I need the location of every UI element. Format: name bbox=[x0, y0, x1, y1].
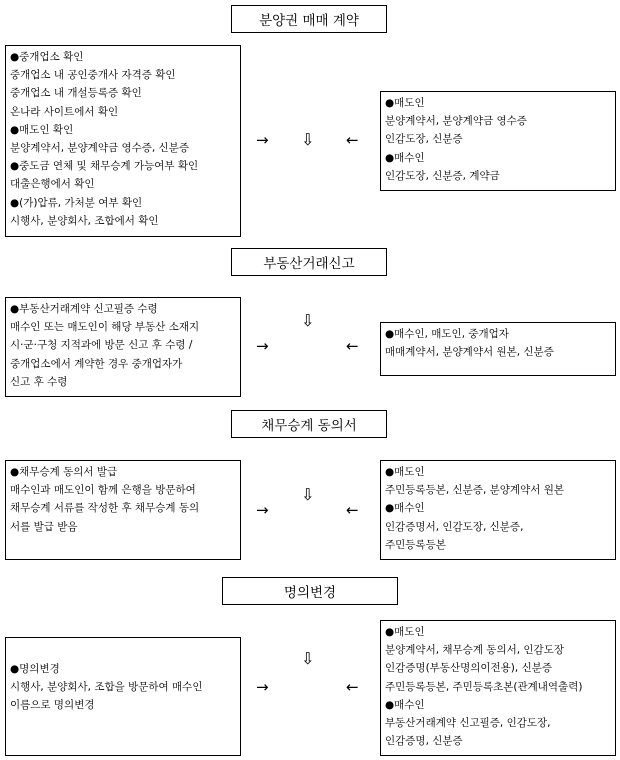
text-line: 분양계약서, 분양계약금 영수증, 신분증 bbox=[10, 142, 189, 155]
text-line: 중개업소에서 계약한 경우 중개업자가 bbox=[10, 357, 183, 370]
text-line: 주민등록등본, 주민등록초본(관계내역출력) bbox=[385, 680, 583, 693]
text-line: 분양계약서, 분양계약금 영수증 bbox=[385, 115, 527, 128]
step-1-left-arrow: ← bbox=[346, 131, 359, 149]
text-line: ●매수인 bbox=[385, 151, 425, 164]
step-4-left-arrow: ← bbox=[346, 678, 359, 696]
text-line: 인감증명서, 인감도장, 신분증, bbox=[385, 520, 524, 533]
step-1-documents-panel bbox=[380, 91, 616, 191]
step-3-right-arrow: → bbox=[256, 501, 269, 519]
text-line: ●매수인, 매도인, 중개업자 bbox=[385, 328, 509, 340]
text-line: 이름으로 명의변경 bbox=[10, 699, 95, 712]
text-line: ●매수인 bbox=[385, 698, 425, 711]
step-1-down-arrow: ⇩ bbox=[301, 130, 315, 149]
text-line: 채무승계 서류를 작성한 후 채무승계 동의 bbox=[10, 502, 200, 515]
text-line: 시·군·구청 지적과에 방문 신고 후 수령 / bbox=[10, 339, 193, 352]
step-4-right-arrow: → bbox=[256, 678, 269, 696]
step-4-title bbox=[222, 577, 398, 605]
step-2-down-arrow: ⇩ bbox=[301, 311, 315, 330]
text-line: 매수인과 매도인이 함께 은행을 방문하여 bbox=[10, 484, 196, 497]
text-line: 인감도장, 신분증, 계약금 bbox=[385, 169, 500, 182]
step-1-title bbox=[231, 5, 387, 33]
step-2-title bbox=[231, 248, 387, 276]
step-3-left-arrow: ← bbox=[346, 501, 359, 519]
text-line: 신고 후 수령 bbox=[10, 375, 68, 388]
step-4-requirements-panel bbox=[5, 637, 241, 756]
text-line: ●(가)압류, 가처분 여부 확인 bbox=[10, 196, 143, 209]
step-2-documents-panel bbox=[380, 322, 616, 376]
step-2-left-arrow: ← bbox=[346, 337, 359, 355]
step-2-right-arrow: → bbox=[256, 337, 269, 355]
step-2-requirements-panel bbox=[5, 297, 241, 397]
text-line: ●중도금 연체 및 채무승계 가능여부 확인 bbox=[10, 160, 199, 173]
step-3-title-text: 채무승계 동의서 bbox=[261, 418, 357, 434]
text-line: 매매계약서, 분양계약서 원본, 신분증 bbox=[385, 346, 554, 359]
text-line: ●부동산거래계약 신고필증 수령 bbox=[10, 303, 158, 315]
step-4-title-text: 명의변경 bbox=[283, 585, 337, 601]
text-line: 부동산거래계약 신고필증, 인감도장, bbox=[385, 717, 551, 730]
step-3-requirements-panel bbox=[5, 460, 241, 560]
text-line: ●매도인 확인 bbox=[10, 123, 74, 136]
step-1-right-arrow: → bbox=[256, 131, 269, 149]
text-line: 주민등록등본 bbox=[385, 538, 446, 551]
step-2-title-text: 부동산거래신고 bbox=[263, 256, 355, 272]
step-4-down-arrow: ⇩ bbox=[301, 649, 315, 668]
text-line: ●채무승계 동의서 발급 bbox=[10, 466, 118, 478]
text-line: 서를 발급 받음 bbox=[10, 520, 78, 533]
text-line: ●명의변경 bbox=[10, 663, 60, 675]
text-line: 인감증명, 신분증 bbox=[385, 735, 463, 748]
text-line: 인감도장, 신분증 bbox=[385, 133, 463, 146]
text-line: 매수인 또는 매도인이 해당 부동산 소재지 bbox=[10, 321, 200, 334]
text-line: 온나라 사이트에서 확인 bbox=[10, 105, 119, 118]
text-line: 인감증명(부동산명의이전용), 신분증 bbox=[385, 662, 553, 675]
text-line: 분양계약서, 채무승계 동의서, 인감도장 bbox=[385, 644, 564, 657]
text-line: 주민등록등본, 신분증, 분양계약서 원본 bbox=[385, 484, 564, 497]
step-4-documents-panel bbox=[380, 620, 616, 756]
step-3-down-arrow: ⇩ bbox=[301, 485, 315, 504]
text-line: 시행사, 분양회사, 조합에서 확인 bbox=[10, 214, 159, 227]
step-1-title-text: 분양권 매매 계약 bbox=[259, 13, 359, 29]
text-line: ●매수인 bbox=[385, 502, 425, 515]
text-line: 중개업소 내 개설등록증 확인 bbox=[10, 87, 142, 100]
text-line: ●매도인 bbox=[385, 626, 425, 638]
step-3-documents-panel bbox=[380, 460, 616, 560]
text-line: 대출은행에서 확인 bbox=[10, 178, 95, 191]
text-line: ●매도인 bbox=[385, 466, 425, 478]
text-line: ●중개업소 확인 bbox=[10, 51, 84, 63]
text-line: 시행사, 분양회사, 조합을 방문하여 매수인 bbox=[10, 681, 203, 694]
step-1-requirements-panel bbox=[5, 45, 241, 237]
text-line: 중개업소 내 공인중개사 자격증 확인 bbox=[10, 69, 176, 82]
text-line: ●매도인 bbox=[385, 97, 425, 109]
step-3-title bbox=[231, 410, 387, 438]
